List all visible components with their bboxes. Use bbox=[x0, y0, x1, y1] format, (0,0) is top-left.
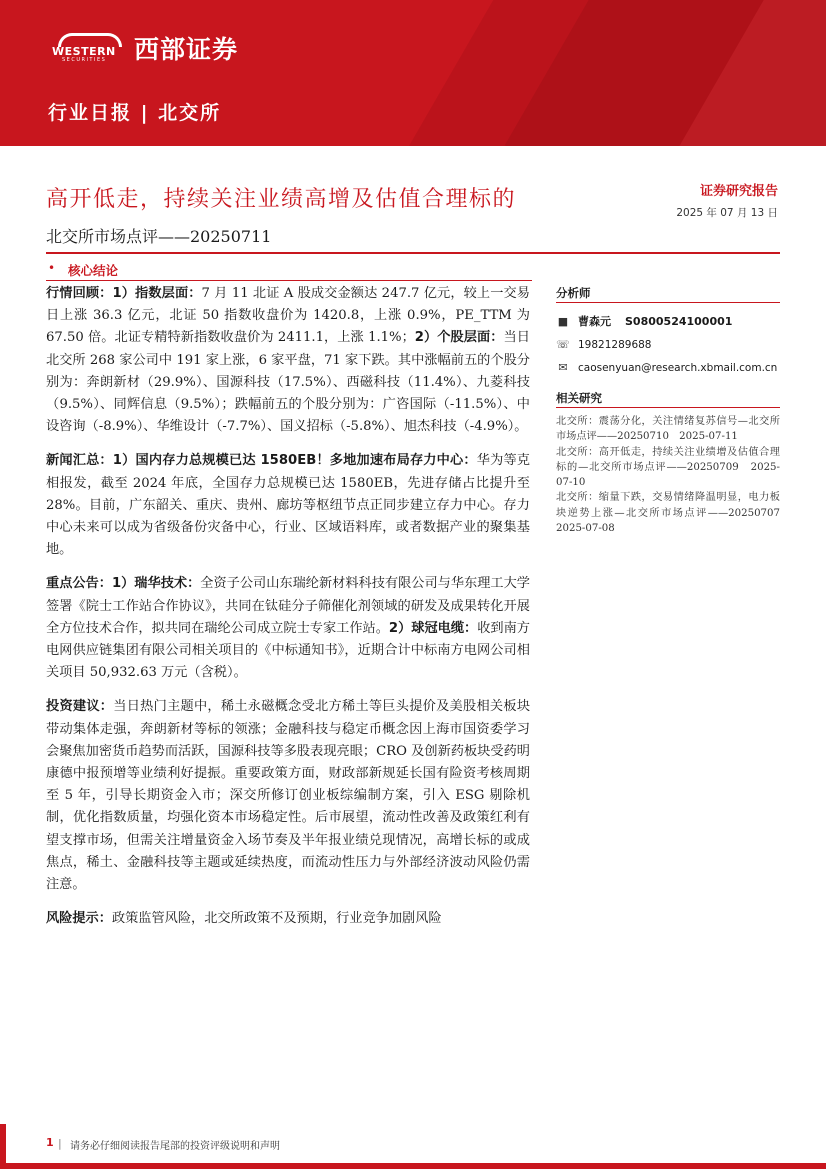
market-review-text-b: 当日北交所 268 家公司中 191 家上涨，6 家平盘，71 家下跌。其中涨幅前五的个股分别为：奔朗新材（29.9%）、国源科技（17.5%）、西磁科技（11.4%）、九菱科技（9.5%）、同辉信息（9.5%）；跌幅前五的个股分别为：广咨国际（-11.5%）、中设咨询（-8.9%）、华维设计（-7.7%）、国义招标（-5.8%）、旭杰科技（-4.9%）。 bbox=[46, 330, 530, 435]
footer-disclaimer: 请务必仔细阅读报告尾部的投资评级说明和声明 bbox=[70, 1141, 280, 1152]
analyst-row bbox=[556, 309, 780, 333]
report-type: 证券研究报告 bbox=[699, 184, 778, 199]
investment-advice-lead: 投资建议： bbox=[46, 699, 114, 715]
announcement-mid: 2）球冠电缆： bbox=[388, 620, 478, 636]
bullet-icon: • bbox=[48, 261, 56, 275]
sidebar bbox=[556, 282, 791, 536]
divider bbox=[556, 407, 780, 408]
analyst-cert: S0800524100001 bbox=[625, 314, 733, 328]
news-lead: 新闻汇总：1）国内存力总规模已达 1580EB！多地加速布局存力中心： bbox=[46, 453, 477, 469]
header-banner bbox=[0, 0, 826, 146]
announcement-text-b: 收到南方电网供应链集团有限公司相关项目的《中标通知书》，近期合计中标南方电网公司相关项目 50,932.63 万元（含税）。 bbox=[46, 620, 530, 681]
phone-row bbox=[556, 333, 780, 356]
related-research-header: 相关研究 bbox=[556, 391, 602, 405]
core-body bbox=[46, 283, 530, 930]
news-paragraph bbox=[46, 450, 530, 561]
analyst-header: 分析师 bbox=[556, 286, 591, 300]
news-text: 华为等克相报发，截至 2024 年底，全国存力总规模已达 1580EB，先进存储占比提升至 28%。目前，广东韶关、重庆、贵州、廊坊等枢纽节点正同步建立存力中心。存力中心未来可以成为省级备份灾备中心，行业、区域语料库，或者数据产业的聚集基地。 bbox=[46, 453, 530, 558]
core-conclusion-label: 核心结论 bbox=[68, 263, 119, 278]
related-research-item[interactable]: 北交所：高开低走，持续关注业绩增及估值合理标的—北交所市场点评——20250709 2025-07-10 bbox=[556, 446, 780, 489]
person-icon: ■ bbox=[557, 314, 569, 328]
report-subtitle: 北交所市场点评——20250711 bbox=[46, 227, 272, 246]
footer-separator: | bbox=[58, 1137, 62, 1150]
market-review-text-a: 7 月 11 北证 A 股成交金额达 247.7 亿元，较上一交易日上涨 36.3 亿元，北证 50 指数收盘价为 1420.8，上涨 0.9%，PE_TTM 为 67.50 倍。北证专精特新指数收盘价为 2411.1，上涨 1.1%； bbox=[46, 286, 530, 346]
announcement-paragraph bbox=[46, 573, 530, 684]
page-number: 1 bbox=[46, 1136, 54, 1149]
report-title: 高开低走，持续关注业绩高增及估值合理标的 bbox=[46, 187, 517, 212]
bull-horns-icon bbox=[52, 31, 128, 65]
market-review-paragraph bbox=[46, 283, 530, 438]
analyst-name: 曹森元 bbox=[578, 315, 611, 328]
email-row bbox=[556, 356, 780, 379]
announcement-text-a: 全资子公司山东瑞纶新材料科技有限公司与华东理工大学签署《院士工作站合作协议》，共同在钛硅分子筛催化剂领域的研发及成果转化开展全方位技术合作，拟共同在瑞纶公司成立院士专家工作站。 bbox=[46, 576, 530, 636]
related-research-item[interactable]: 北交所：缩量下跌，交易情绪降温明显，电力板块逆势上涨—北交所市场点评——20250707 2025-07-08 bbox=[556, 492, 791, 535]
risk-text: 政策监管风险，北交所政策不及预期，行业竞争加剧风险 bbox=[111, 911, 442, 927]
footer-bottom-bar bbox=[0, 1163, 826, 1169]
stock-level-lead: 2）个股层面： bbox=[414, 330, 504, 346]
risk-lead: 风险提示： bbox=[46, 911, 112, 927]
logo-en: WESTERN bbox=[52, 45, 116, 58]
report-date: 2025 年 07 月 13 日 bbox=[676, 207, 778, 219]
risk-paragraph bbox=[46, 908, 530, 930]
logo-en-sub: SECURITIES bbox=[62, 57, 107, 63]
mail-icon: ✉ bbox=[558, 361, 568, 374]
analyst-phone: 19821289688 bbox=[578, 338, 652, 351]
investment-advice-text: 当日热门主题中，稀土永磁概念受北方稀土等巨头提价及美股相关板块带动集体走强，奔朗新材等标的领涨；金融科技与稳定币概念因上海市国资委学习会聚焦加密货币趋势而活跃，国源科技等多股表现亮眼；CRO 及创新药板块受药明康德中报预增等业绩利好提振。重要政策方面，财政部新规延长国有险资考核周期至 5 年，引导长期资金入市；深交所修订创业板综编制方案，引入 ESG 剔除机制，优化指数质量，均强化资本市场稳定性。后市展望，流动性改善及政策红利有望支撑市场，但需关注增量资金入场节奏及半年报业绩兑现情况，高增长标的或成焦点，稀土、金融科技等主题或延续热度，而流动性压力与外部经济波动风险仍需注意。 bbox=[46, 699, 531, 893]
banner-title: 行业日报 | 北交所 bbox=[48, 102, 222, 124]
company-logo bbox=[52, 30, 238, 66]
investment-advice-paragraph bbox=[46, 696, 530, 896]
analyst-email[interactable]: caosenyuan@research.xbmail.com.cn bbox=[578, 361, 778, 374]
logo-cn: 西部证券 bbox=[134, 35, 239, 64]
announcement-lead: 重点公告：1）瑞华技术： bbox=[46, 576, 201, 592]
core-conclusion-header bbox=[46, 258, 532, 280]
divider bbox=[46, 252, 780, 254]
phone-icon: ☏ bbox=[556, 338, 570, 351]
divider bbox=[46, 280, 532, 281]
market-review-lead: 行情回顾：1）指数层面： bbox=[46, 286, 202, 301]
related-research-item[interactable]: 北交所：震荡分化，关注情绪复苏信号—北交所市场点评——20250710 2025-07-11 bbox=[556, 416, 780, 443]
divider bbox=[556, 302, 780, 303]
